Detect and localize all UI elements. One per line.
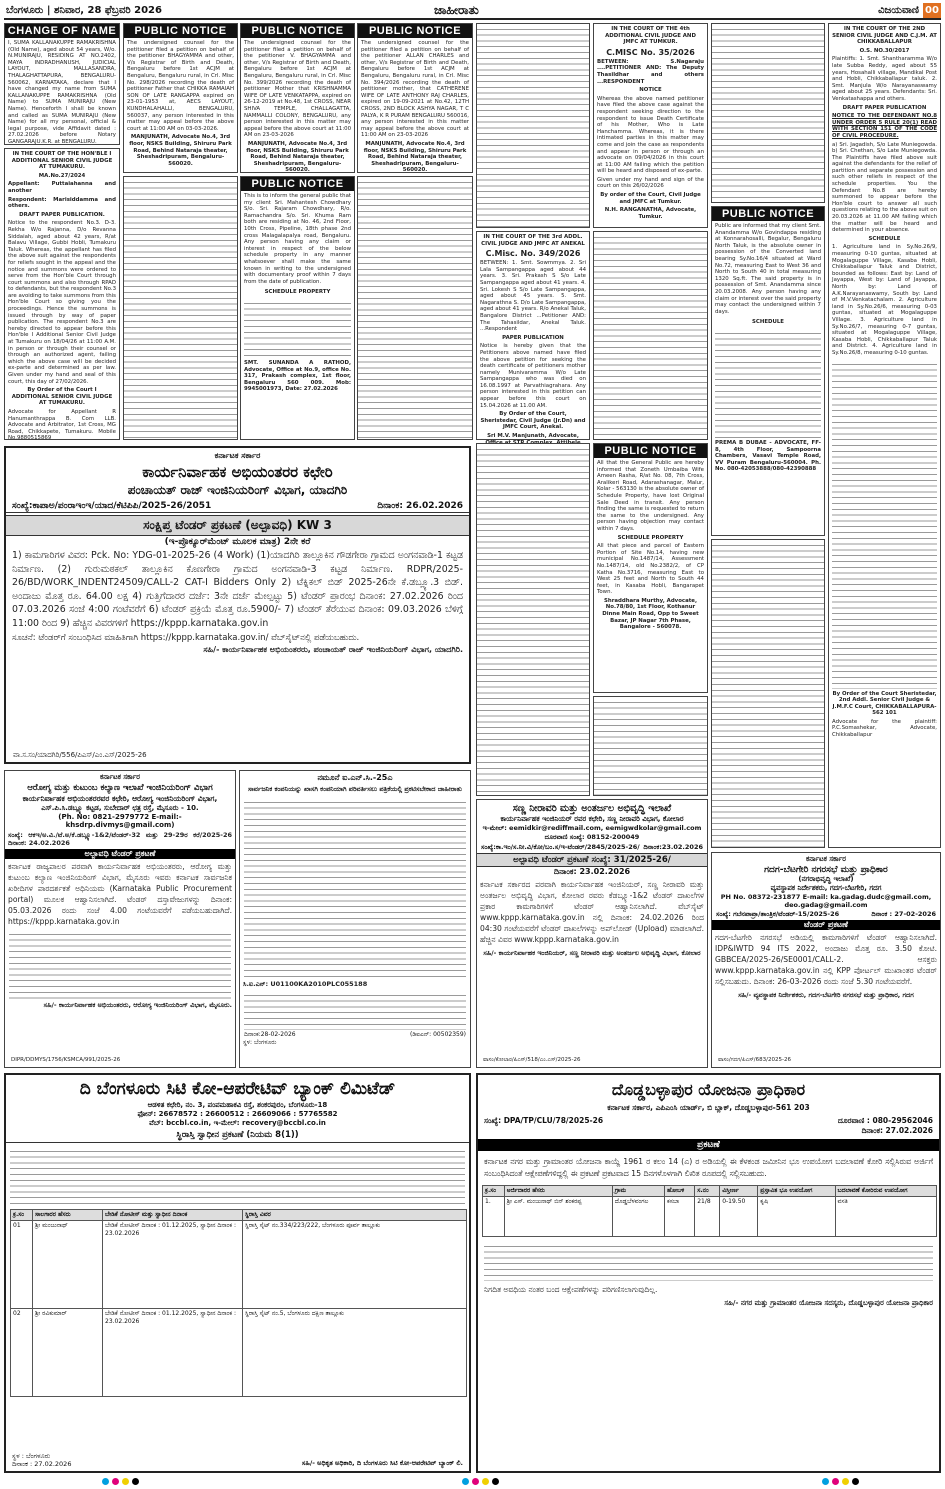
schedule-continued	[832, 359, 937, 689]
cell: ಶ್ರೀ ಮಂಜುನಾಥ್	[33, 1221, 103, 1309]
header-paper: ವಿಜಯವಾಣಿ	[878, 5, 919, 16]
magenta-dot-icon	[472, 1478, 479, 1485]
tender-health-mysuru	[4, 770, 236, 1068]
public-notice-mid	[593, 443, 708, 693]
yellow-dot-icon	[842, 1478, 849, 1485]
notice-title: PUBLIC NOTICE	[712, 207, 824, 221]
tender-heading: ಅಲ್ಪಾವಧಿ ಟೆಂಡರ್ ಪ್ರಕಟಣೆ ಸಂಖ್ಯೆ: 31/2025-26/	[477, 853, 707, 867]
tender-bar: ಅಲ್ಪಾವಧಿ ಟೆಂಡರ್ ಪ್ರಕಟಣೆ	[5, 849, 235, 859]
kannada-notice-e	[711, 23, 825, 203]
notice-intro	[10, 1146, 465, 1206]
tender-body: 1) ಕಾಮಗಾರಿಗಳ ವಿವರ: Pck. No: YDG-01-2025-26 (4 Work) (1)ಯಾದಗಿರಿ ತಾಲ್ಲೂಕಿನ ಗೌಡಗೇರಾ ಗ್ರಾಮದ ಅಂಗನವಾಡಿ-1 ಕಟ್ಟಡ ನಿರ್ಮಾಣ. (2) ಗುರುಮಠಕಲ್ ತಾಲ್ಲೂಕಿನ ಕೊಣಗೇರಾ ಗ್ರಾಮದ ಅಂಗನವಾಡಿ-3 ಕಟ್ಟಡ ನಿರ್ಮಾಣ. RDPR/2025-26/BD/WORK_INDENT24509/CALL-2 CAT-I Bidders Only 2) ಟೆಕ್ನಿಕಲ್ ಬಿಡ್ 2025-26ನೇ ಕೆ.ಡಬ್ಲ್ಯೂ.3 ಬಿಡ್. ಅಂದಾಜು ಮೊತ್ತ ರೂ. 64.00 ಲಕ್ಷ 4) ಗುತ್ತಿಗೆದಾರರ ದರ್ಜೆ: 3ನೇ ದರ್ಜೆ ಮೇಲ್ಪಟ್ಟು 5) ಟೆಂಡರ್ ಪ್ರಾರಂಭ ದಿನಾಂಕ: 27.02.2026 ರಿಂದ 07.03.2026 ಸಂಜೆ 4:00 ಗಂಟೆವರೆಗೆ 6) ಟೆಂಡರ್ ಪ್ರಕ್ರಿಯೆ ಮೊತ್ತ ರೂ.5900/- 7) ಟೆಂಡರ್ ತೆರೆಯುವ ದಿನಾಂಕ: 09.03.2026 ಬೆಳಿಗ್ಗೆ 11:00 ರಿಂದ 9) ಹೆಚ್ಚಿನ ವಿವರಗಳಿಗೆ https://kppp.karnataka.gov.in	[12, 550, 463, 629]
kannada-notice-c	[476, 23, 590, 228]
court-notice-tumkur-4th	[593, 23, 708, 228]
magenta-dot-icon	[832, 1478, 839, 1485]
table-header	[11, 1210, 467, 1221]
possession-table	[10, 1209, 467, 1397]
advocate-details: MANJUNATH, Advocate No.4, 3rd floor, NSKS Building, Shiruru Park Road, Behind Nataraja theater, Sheshadripuram, Bengaluru-560020.	[129, 134, 232, 167]
form-din: (ಡಿಐಎನ್: 00502359)	[410, 1030, 466, 1038]
notice-heading: NOTICE	[639, 87, 662, 94]
appellant: Appellant: Puttaiahanna and another	[8, 181, 116, 194]
ref-number: ಸಂಖ್ಯೆ:ಕಾ.ಇಂ/ಸ.ನೀ.ವಿ/ಕೋ/ಬಂ.ಸ/ಇ-ಟೆಂಡರ್/2845/2025-26/	[481, 843, 640, 851]
table-row	[11, 1309, 467, 1397]
bank-web: ವೆಬ್: bccbl.co.in, ಇ-ಮೇಲ್: recovery@bccbl.co.in	[149, 1119, 326, 1127]
cyan-dot-icon	[102, 1478, 109, 1485]
col-sno: ಕ್ರ.ಸಂ	[483, 1186, 505, 1197]
court-order-sign: By Order of the Court I ADDITIONAL SENIOR CIVIL JUDGE AT TUMAKURU.	[11, 387, 113, 407]
parties: BETWEEN: 1. Smt. Sowmmya. 2. Sri Lala Sampangappa aged about 44 years. 3. Sri. Prakash S S/o Late Sampangappa aged about 41 years. 4. Sri. Lokesh S S/o Late Sampangappa, aged about 45 years. 5. Smt. Nagarathna S. D/o Late Sampangappa, aged about 41 years. R/o Anekal Taluk, Bangalore District ...Petitioner AND: The Tahasildar, Anekal Taluk. ...Respondent	[480, 260, 586, 333]
header-date: ಬೆಂಗಳೂರು | ಶನಿವಾರ, 28 ಫೆಬ್ರವರಿ 2026	[6, 5, 162, 16]
dept-name: ಪಂಚಾಯತ್ ರಾಜ್ ಇಂಜಿನಿಯರಿಂಗ್ ವಿಭಾಗ, ಯಾದಗಿರಿ	[127, 483, 348, 497]
cell: 0-19.50	[720, 1197, 758, 1237]
notice-body: a) Sri. Jagadish, S/o Late Muniegowda. b) Sri. Chethan, S/o Late Muniegowda. The Plaintiffs have filed above suit against the defendants for the relief of partition and separate possession and such other reliefs in respect of the schedule properties. You the Defendant No.8 are hereby summoned to appear before the Hon'ble court to answer all such questions relating to the above suit on 20.03.2026 at 11.00 AM failing which the matter will be heard and determined in your absence.	[832, 141, 937, 234]
col-applicant: ಅರ್ಜಿದಾರರ ಹೆಸರು	[504, 1186, 612, 1197]
notice-body: Whereas the above named petitioner have filed the above case against the respondent seeking direction to the respondent to issue Death Certificate of his Mother, Who is Late Hanchamma. Whereas, it is there intimated parties in this matter may come and join the case as respondents and appear in person or through an advocate on 09/04/2026 in this court at 11:00 AM failing which the petition will be heard and disposed of ex-parte.	[597, 95, 704, 175]
case-number: MA.No.27/2024	[38, 172, 86, 179]
office-phone: ದೂರವಾಣಿ ಸಂಖ್ಯೆ: 08152-200049	[544, 833, 640, 841]
advocate-details: Sri M.V. Manjunath, Advocate,	[487, 433, 579, 440]
advocate-details: PREMA B DUBAE - ADVOCATE, FF-8, 4th Floor, Sampoorna Chambers, Vasavi Temple Road, VV Puram Bengaluru-560004. Ph. No. 080-42053888/080-42390888	[715, 439, 821, 473]
tender-signature: ಸಹಿ/- ಕಾರ್ಯನಿರ್ವಾಹಕ ಇಂಜಿನಿಯರ್, ಸಣ್ಣ ನೀರಾವರಿ ಮತ್ತು ಅಂತರ್ಜಲ ಅಭಿವೃದ್ಧಿ ವಿಭಾಗ, ಕೋಲಾರ	[483, 949, 701, 957]
advocate-details: Advocate for Appellant R Hanumanthrappa B. Com LLB. Advocate and Arbitrator, 1st Cross, MG Road, Chikkapete, Tumakuru. Mobile No.9880515869	[8, 408, 116, 442]
kannada-notice-f	[476, 443, 590, 796]
cell: ಸ್ಥಿರಾಸ್ತಿ ಸೈಟ್ ನಂ.334/223/222, ಬೆಂಗಳೂರು ಪೂರ್ವ ತಾಲ್ಲೂಕು	[243, 1221, 467, 1309]
office-address: ಎಸ್.ಪಿ.ಸಿ.ಡಬ್ಲ್ಯೂ ಕಟ್ಟಡ, ಸುಬೇದಾರ್ ಛತ್ರ ರಸ್ತೆ, ಮೈಸೂರು - 10.	[41, 804, 199, 812]
cell: ಕಸಬಾ	[665, 1197, 695, 1237]
tender-footer: ವಾಸಂ/ಗದಗ/ಪಿಎಸ್/683/2025-26	[718, 1057, 791, 1064]
kannada-notice-b	[357, 176, 473, 440]
tender-body: ಗದಗ-ಬೆಟಗೇರಿ ನಗರಸಭೆ ಅಡಿಯಲ್ಲಿ ಕಾಮಗಾರಿಗಳಿಗೆ ಟೆಂಡರ್ ಆಹ್ವಾನಿಸಲಾಗಿದೆ. IDP&IWTD 94 ITS 2022, ಅಂದಾಜು ಮೊತ್ತ ರೂ. 3.50 ಕೋಟಿ. GBBCEA/2025-26/SE0001/CALL-2. ಆಸಕ್ತರು www.kppp.karnataka.gov.in ನಲ್ಲಿ KPP ಪೋರ್ಟಲ್ ಮುಖಾಂತರ ಟೆಂಡರ್ ಸಲ್ಲಿಸಬಹುದು. ದಿನಾಂಕ: 26-03-2026 ರಂದು ಸಂಜೆ 5.30 ಗಂಟೆಯವರೆಗೆ.	[715, 933, 937, 986]
ref-row	[6, 498, 469, 513]
schedule-text	[244, 298, 351, 358]
notice-body: The undersigned counsel for the petitioner filed a petition on behalf of the petitioner V. BHAGYAMMA and other, V/s Registrar of Birth and Death, Bengaluru before 1st ACJM at Bengaluru, Bengaluru rural, in Crl. Misc No. 399/2026 recording the death of petitioner Mother that KRISHNAMMA WIFE OF LATE VENKATAPPA, expired on 26-12-2019 at No.48, 1st CROSS, NEAR SHIVA TEMPLE, CHALLAGATTA, NAMMALLI COLONY, BENGALURU, any person interested in this matter may appeal before the above court at 11:00 AM on 23-03-2026	[244, 40, 351, 139]
advocate-details: MANJUNATH, Advocate No.4, 3rd floor, NSKS Building, Shiruru Park Road, Behind Nataraja theater, Sheshadripuram, Bengaluru-560020.	[246, 140, 349, 174]
col-village: ಗ್ರಾಮ	[612, 1186, 664, 1197]
schedule-heading: SCHEDULE	[868, 235, 901, 242]
cyan-dot-icon	[822, 1478, 829, 1485]
header-section: ಜಾಹೀರಾತು	[434, 3, 479, 17]
col-hobli: ಹೋಬಳಿ	[665, 1186, 695, 1197]
parties: Plaintiffs: 1. Smt. Shantharamma W/o late Subba Reddy, aged about 55 years, Hosahalli village, Mandikal Post and Hobli, Chikkaballapur taluk. 2. Smt. Manjula W/o Narayanaswamy aged about 25 years. Defendants: Sri. Venkatashappa and others.	[832, 56, 937, 102]
cell: ಶ್ರೀ ರವಿಕುಮಾರ್	[33, 1309, 103, 1397]
tender-note: ಸೂಚನೆ: ಟೆಂಡರ್‌ಗೆ ಸಂಬಂಧಿಸಿದ ಮಾಹಿತಿಗಾಗಿ https://kppp.karnataka.gov.in/ ವೆಬ್‌ಸೈಟ್‌ನಲ್ಲಿ ಪಡೆಯಬಹುದು.	[12, 633, 360, 643]
cell: 01	[11, 1221, 33, 1309]
cell: ಬೇಡಿಕೆ ನೋಟೀಸ್ ದಿನಾಂಕ : 01.12.2025, ಸ್ವಾಧೀನ ದಿನಾಂಕ : 23.02.2026	[103, 1221, 243, 1309]
cin-number: ಸಿ.ಐ.ಎನ್: U01100KA2010PLC055188	[243, 980, 368, 988]
court-title: IN THE COURT OF THE 4th ADDITIONAL CIVIL JUDGE AND JMFC AT TUMKUR.	[605, 26, 696, 46]
magenta-dot-icon	[112, 1478, 119, 1485]
public-notice-right	[711, 206, 825, 536]
court-title: IN THE COURT OF THE 2ND SENIOR CIVIL JUDGE AND C.J.M. AT CHIKKABALLAPUR	[832, 26, 937, 46]
bank-address: ಆಡಳಿತ ಕಛೇರಿ, ನಂ. 3, ಪಂಪಮಹಾಕವಿ ರಸ್ತೆ, ಶಂಕರಪುರಂ, ಬೆಂಗಳೂರು-18	[147, 1101, 328, 1109]
public-notice-2	[240, 23, 355, 173]
col-borrower: ಸಾಲಗಾರರ ಹೆಸರು	[33, 1210, 103, 1221]
tender-bar: ಟೆಂಡರ್ ಪ್ರಕಟಣೆ	[712, 920, 940, 930]
authority-address: ಕರ್ನಾಟಕ ಸರ್ಕಾರ, ಎಪಿಎಂಸಿ ಯಾರ್ಡ್, ಬಿ ಬ್ಲಾಕ್, ದೊಡ್ಡಬಳ್ಳಾಪುರ-561 203	[607, 1103, 810, 1112]
form-place: ಸ್ಥಳ: ಬೆಂಗಳೂರು	[243, 1038, 277, 1046]
short-tender-heading: ಸಂಕ್ಷಿಪ್ತ ಟೆಂಡರ್ ಪ್ರಕಟಣೆ (ಅಲ್ಪಾವಧಿ) KW 3	[6, 515, 469, 536]
bank-footer	[12, 1452, 71, 1468]
dpa-clu-notice	[476, 1073, 941, 1473]
tender-signature: ಸಹಿ/- ವ್ಯವಸ್ಥಾಪಕ ನಿರ್ದೇಶಕರು, ಗದಗ-ಬೆಟಗೇರಿ ನಗರಸಭೆ ಮತ್ತು ಪ್ರಾಧಿಕಾರ, ಗದಗ	[738, 991, 914, 999]
cell: ವಸತಿ	[835, 1197, 936, 1237]
col-property: ಸ್ಥಿರಾಸ್ತಿ ವಿವರ	[243, 1210, 467, 1221]
col-dates: ಬೇಡಿಕೆ ನೋಟೀಸ್ ಮತ್ತು ಸ್ವಾಧೀನ ದಿನಾಂಕ	[103, 1210, 243, 1221]
page-header	[4, 3, 941, 20]
col-area: ವಿಸ್ತೀರ್ಣ	[720, 1186, 758, 1197]
form-date: ದಿನಾಂಕ:28-02-2026	[244, 1030, 296, 1038]
advocate-details: Advocate for the plaintiff: P.C.Somashekar, Advocate, Chikkaballapur	[832, 718, 937, 739]
form-title: ನಮೂನೆ ಐ.ಎನ್.ಸಿ.-25ಎ	[317, 773, 393, 782]
court-title: IN THE COURT OF THE HON'BLE I ADDITIONAL SENIOR CIVIL JUDGE AT TUMAKURU.	[11, 151, 113, 171]
tender-kw3-yadgir	[4, 446, 471, 764]
draft-paper-publication: DRAFT PAPER PUBLICATION	[842, 104, 927, 111]
notice-bar: ಪ್ರಕಟಣೆ	[478, 1139, 939, 1151]
govt-name: ಕರ್ನಾಟಕ ಸರ್ಕಾರ	[100, 773, 140, 781]
office-subname: ಕಾರ್ಯನಿರ್ವಾಹಕ ಅಭಿಯಂತರರವರ ಕಛೇರಿ, ಆರೋಗ್ಯ ಇಂಜಿನಿಯರಿಂಗ್ ವಿಭಾಗ,	[22, 794, 218, 803]
notice-body: This is to inform the general public that my client Sri. Mahantesh Chowdhary S/o. Sri. Rajaram Chowdhary, R/o. Ramachandra S/o. Sri. Khuma Ram both are residing at No. 46, 2nd Floor, 10th Cross, Pipeline, 18th phase 2nd cross Malagalapalya road, Bengaluru. Any person having any claim or interest in respect of the below schedule property in any manner whatsoever shall make the same known in writing to the undersigned with documentary proof within 7 days from the date of publication.	[244, 193, 351, 285]
tender-signature: ಸಹಿ/- ಕಾರ್ಯನಿರ್ವಾಹಕ ಅಭಿಯಂತರರು, ಪಂಚಾಯತ್ ರಾಜ್ ಇಂಜಿನಿಯರಿಂಗ್ ವಿಭಾಗ, ಯಾದಗಿರಿ.	[203, 645, 463, 654]
registration-marks-right	[780, 1477, 900, 1486]
land-table	[482, 1185, 937, 1237]
page-number: 00	[923, 3, 941, 18]
form-body-continued	[244, 990, 466, 1030]
col-survey: ಸ.ನಂ	[695, 1186, 720, 1197]
ref-number: ಸಂಖ್ಯೆ: ಗಬೆನಪಾಪ್ರಾ/ತಾಂತ್ರಿಕ/ಟೆಂಡರ್-15/2025-26	[716, 910, 840, 918]
notice-signature: ಸಹಿ/- ನಗರ ಮತ್ತು ಗ್ರಾಮಾಂತರ ಯೋಜನಾ ಸದಸ್ಯರು, ದೊಡ್ಡಬಳ್ಳಾಪುರ ಯೋಜನಾ ಪ್ರಾಧಿಕಾರ	[724, 1299, 933, 1307]
office-subtitle: (ನಗರಾಭಿವೃದ್ಧಿ ಇಲಾಖೆ)	[798, 875, 854, 883]
form-body	[244, 797, 466, 977]
case-number: C.Misc. No. 349/2026	[485, 249, 581, 259]
cell: 21/8	[695, 1197, 720, 1237]
notice-date: ದಿನಾಂಕ: 27.02.2026	[861, 1126, 933, 1135]
parties: BETWEEN: S.Nagaraju ....PETITIONER AND: The Deputy Thasildhar and others ...RESPONDENT	[597, 58, 704, 85]
advocate-details: SMT. SUNANDA A RATHOD, Advocate, Office at No.9, office No. 317, Prakash complex, 1st floor, Bengaluru 560 009. Mob: 9945001973, Date: 27.02.2026	[244, 359, 351, 393]
notice-body: The undersigned counsel for the petitioner filed a petition on behalf of the petitioner BHAGYAMMA and other, V/s Registrar of Birth and Death, Bengaluru before 1st ACJM at Bengaluru, Bengaluru rural, in Crl. Misc No. 298/2026 recording the death of petitioner Father that CHIKKA RAMAIAH SON OF LATE RANGAPPA expired on 23-01-1953 at, AECS LAYOUT, KUNDHALAHALLI, BENGALURU, 560037, any person interested in this matter may appeal before the above court at 11:00 AM on 03-03-2026.	[127, 40, 234, 132]
cell: ಶ್ರೀ ಎಸ್. ಮಂಜುನಾಥ್ ಬಿನ್ ಶಂಕರಪ್ಪ	[504, 1197, 612, 1237]
advocate-details: Shraddhara Murthy, Advocate, No.78/80, 1st Floor, Kothanur Dinne Main Road, Opp to Sweet Bazar, JP Nagar 7th Phase, Bangalore - 560078.	[602, 597, 699, 631]
form-subtitle: ಸಾರ್ವಜನಿಕ ಕಂಪನಿಯನ್ನು ಖಾಸಗಿ ಕಂಪನಿಯಾಗಿ ಪರಿವರ್ತಿಸಲು ಪತ್ರಿಕೆಯಲ್ಲಿ ಪ್ರಕಟಿಸಬೇಕಾದ ಜಾಹೀರಾತು	[248, 785, 462, 793]
court-notice-tumakuru	[4, 148, 120, 440]
notice-subtitle: ಸ್ಥಿರಾಸ್ತಿ ಸ್ವಾಧೀನ ಪ್ರಕಟಣೆ (ನಿಯಮ 8(1))	[6, 1130, 469, 1143]
tender-gadag	[711, 852, 941, 1068]
black-dot-icon	[852, 1478, 859, 1485]
cell: ಬೇಡಿಕೆ ನೋಟೀಸ್ ದಿನಾಂಕ : 01.12.2025, ಸ್ವಾಧೀನ ದಿನಾಂಕ : 23.02.2026	[103, 1309, 243, 1397]
cell: ಕೃಷಿ	[758, 1197, 835, 1237]
public-notice-1	[123, 23, 238, 173]
office-name: ಕಾರ್ಯನಿರ್ವಾಹಕ ಇಂಜಿನಿಯರ್ ರವರ ಕಛೇರಿ, ಸಣ್ಣ ನೀರಾವರಿ ವಿಭಾಗ, ಕೋಲಾರ	[500, 815, 684, 823]
schedule-text: 1. Agriculture land in Sy.No.26/9, measuring 0-10 guntas, situated at Mogalaguppe Village, Kasaba Hobli, Chikkaballapur Taluk and District, bounded as follows: East by: Land of Jayappa, West by: Land of Jayappa, North by: Land of A.K.Narayanaswamy, South by: Land of M.V.Venkatachalam. 2. Agriculture land in Sy.No.26/6, measuring 0-03 guntas, situated at Mogalaguppe Village. 3. Agriculture land in Sy.No.26/7, measuring 0-7 guntas, situated at Mogalaguppe Village, Kasaba Hobli, Chikkaballapur Taluk and District. 4. Agriculture land in Sy.No.26/8, measuring 0-10 guntas.	[832, 244, 937, 356]
black-dot-icon	[492, 1478, 499, 1485]
office-name: ಆರೋಗ್ಯ ಮತ್ತು ಕುಟುಂಬ ಕಲ್ಯಾಣ ಇಲಾಖೆ ಇಂಜಿನಿಯರಿಂಗ್ ವಿಭಾಗ	[27, 783, 213, 793]
govt-name: ಕರ್ನಾಟಕ ಸರ್ಕಾರ	[214, 451, 261, 460]
schedule-text	[715, 328, 821, 438]
notice-heading: NOTICE TO THE DEFENDANT NO.8 UNDER ORDER 5 RULE 20(1) READ WITH SECTION 151 OF THE CODE OF CIVIL PROCEDURE.	[832, 113, 937, 139]
notice-body: ಕರ್ನಾಟಕ ನಗರ ಮತ್ತು ಗ್ರಾಮಾಂತರ ಯೋಜನಾ ಕಾಯ್ದೆ 1961 ರ ಕಲಂ 14 (ಎ) ರ ಅಡಿಯಲ್ಲಿ ಈ ಕೆಳಕಂಡ ಜಮೀನಿನ ಭೂ ಉಪಯೋಗ ಬದಲಾವಣೆ ಕೋರಿ ಸಲ್ಲಿಸಿರುವ ಅರ್ಜಿಗೆ ಸಂಬಂಧಿಸಿದಂತೆ ಆಕ್ಷೇಪಣೆಗಳಿದ್ದಲ್ಲಿ ಈ ಪ್ರಕಟಣೆ ಪ್ರಕಟವಾದ 15 ದಿನಗಳೊಳಗಾಗಿ ಲಿಖಿತ ರೂಪದಲ್ಲಿ ಸಲ್ಲಿಸಬಹುದು.	[484, 1157, 934, 1178]
ref-number: ಸಂಖ್ಯೆ: ಆಕಇ/ಅ.ವಿ./ಟೆ.ಅ/ಕೆ.ಡಬ್ಲ್ಯೂ-1&2/ಟೆಂಡರ್-32 ಮತ್ತು 29-29ರ ಕರೆ/2025-26 ದಿನಾಂಕ: 24.02.2026	[8, 831, 232, 847]
dept-title: ಸಣ್ಣ ನೀರಾವರಿ ಮತ್ತು ಅಂತರ್ಜಲ ಅಭಿವೃದ್ಧಿ ಇಲಾಖೆ	[512, 803, 672, 814]
office-name: ಕಾರ್ಯನಿರ್ವಾಹಕ ಅಭಿಯಂತರರ ಕಛೇರಿ	[142, 463, 333, 481]
case-number: O.S. NO.30/2017	[859, 47, 910, 54]
notice-title: PUBLIC NOTICE	[124, 24, 237, 38]
registration-marks-mid	[420, 1477, 540, 1486]
public-notice-3	[357, 23, 473, 173]
bank-possession-notice	[4, 1073, 471, 1473]
tender-body: ಕರ್ನಾಟಕ ರಾಜ್ಯಪಾಲರ ಪರವಾಗಿ ಕಾರ್ಯನಿರ್ವಾಹಕ ಅಭಿಯಂತರರು, ಆರೋಗ್ಯ ಮತ್ತು ಕುಟುಂಬ ಕಲ್ಯಾಣ ಇಂಜಿನಿಯರಿಂಗ್ ವಿಭಾಗ, ಮೈಸೂರು ಇವರು ಕರ್ನಾಟಕ ಸಾರ್ವಜನಿಕ ಖರೀದಿಗಳ ಪಾರದರ್ಶಕತೆ ಅಧಿನಿಯಮ (Karnataka Public Procurement portal) ಮೂಲಕ ಆಹ್ವಾನಿಸಲಾಗಿದೆ. ಟೆಂಡರ್ ದಸ್ತಾವೇಜುಗಳನ್ನು ದಿನಾಂಕ: 05.03.2026 ರಂದು ಸಂಜೆ 4.00 ಗಂಟೆಯವರೆಗೆ ಪಡೆಯಬಹುದಾಗಿದೆ. https://kppp.karnataka.gov.in	[8, 862, 232, 926]
ref-number: ಸಂಖ್ಯೆ:ಕಾಪಾಅ/ಪಂರಾಇಂಇ/ಯಾದ/ಕೆಟಿಪಿಪಿ/2025-26/2051	[12, 501, 212, 511]
bank-name: ದಿ ಬೆಂಗಳೂರು ಸಿಟಿ ಕೋ-ಆಪರೇಟಿವ್ ಬ್ಯಾಂಕ್ ಲಿಮಿಟೆಡ್	[79, 1079, 396, 1099]
ref-date: ದಿನಾಂಕ: 26.02.2026	[377, 501, 463, 511]
registration-marks-left	[60, 1477, 180, 1486]
schedule-heading: SCHEDULE PROPERTY	[617, 534, 684, 541]
notice-body: Notice to the respondent No.3. D-3. Rekha W/o Rajanna, D/o Revanna Siddaiah, aged about 42 years, R/at Balavu Village, Gubbi Hobli, Tumakuru Taluk. Whereas, the appellant has filed the above suit against the respondents for reliefs sought in the appeal and the notice and summons were ordered to serve from the Hon'ble Court through court summons and also through RPAD to defendants, but the respondent No.3 are avoiding to take summons from this Hon'ble Court so giving you the proceedings. Hence the summons is issued through by way of paper publication. The respondent No.3 are hereby directed to appear before this Hon'ble I Additional Senior Civil Judge at Tumakuru on 18/04/26 at 11:00 A.M. in person or through their counsel or through an authorized agent, failing which the above case will be decided ex-parte and determined as per law. Given under my hand and seal of this court, this day of 27/02/2026.	[8, 220, 116, 385]
ref-row	[478, 1113, 939, 1126]
col-proposed-use: ಬದಲಾವಣೆ ಕೋರಿರುವ ಉಪಯೋಗ	[835, 1186, 936, 1197]
court-notice-anekal	[476, 231, 590, 440]
office-title: ಗದಗ-ಬೆಟಗೇರಿ ನಗರಸಭೆ ಮತ್ತು ಪ್ರಾಧಿಕಾರ	[764, 865, 888, 875]
notice-date: ದಿನಾಂಕ : 27.02.2026	[12, 1460, 72, 1468]
public-notice-sm	[240, 176, 355, 440]
phone: ದೂರವಾಣಿ : 080-29562046	[837, 1116, 933, 1125]
notice-place: ಸ್ಥಳ : ಬೆಂಗಳೂರು	[12, 1452, 51, 1460]
given-date: Given under my hand and sign of the court on this 26/02/2026	[597, 176, 704, 190]
tender-body: ಕರ್ನಾಟಕ ಸರ್ಕಾರದ ಪರವಾಗಿ ಕಾರ್ಯನಿರ್ವಾಹಕ ಇಂಜಿನಿಯರ್, ಸಣ್ಣ ನೀರಾವರಿ ಮತ್ತು ಅಂತರ್ಜಲ ಅಭಿವೃದ್ಧಿ ವಿಭಾಗ, ಕೋಲಾರ ರವರು ಕೆಡಬ್ಲ್ಯೂ-1&2 ಟೆಂಡರ್ ದಾಖಲೆಗಳ ಪ್ರಕಾರ ಕಾಮಗಾರಿಗಳಿಗೆ ಟೆಂಡರ್ ಆಹ್ವಾನಿಸಲಾಗಿದೆ. ವೆಬ್‌ಸೈಟ್ www.kppp.karnataka.gov.in ನಲ್ಲಿ ದಿನಾಂಕ: 24.02.2026 ರಿಂದ 04:30 ಗಂಟೆಯವರೆಗೆ ಟೆಂಡರ್ ದಾಖಲೆಗಳನ್ನು ಅಪ್‌ಲೋಡ್ (Upload) ಮಾಡಲಾಗಿದೆ. ಹೆಚ್ಚಿನ ವಿವರ www.kppp.karnataka.gov.in	[480, 880, 704, 944]
kannada-notice-g	[593, 696, 708, 796]
cell: ದೊಡ್ಡಬೆಳವಂಗಲ	[612, 1197, 664, 1237]
court-order-sign: By Order of the Court Sheristedar, 2nd Addl. Senior Civil Judge & J.M.F.C Court, CHIKKABALLAPURA-562 101	[832, 690, 937, 717]
notice-title: PUBLIC NOTICE	[241, 24, 354, 38]
table-header	[483, 1186, 937, 1197]
schedule-heading: SCHEDULE PROPERTY	[264, 289, 331, 296]
notice-body: Notice is hereby given that the Petitioners above named have filed the above petition for seeking the death certificate of petitioners mother namely Munivaramma W/o Late Sampangappa who was died on 16.08.1997 at Parvathiagrahara. Any person interested in this petition can appear before this court on 15.04.2026 at 11.00 AM.	[480, 343, 586, 409]
court-title: IN THE COURT OF THE 3rd ADDL. CIVIL JUDGE AND JMFC AT ANEKAL	[481, 234, 585, 247]
advocate-details: MANJUNATH, Advocate No.4, 3rd floor, NSKS Building, Shiruru Park Road, Behind Nataraja theater, Sheshadripuram, Bengaluru-560020.	[363, 140, 467, 174]
notice-body: Public are informed that my client Smt. Anandamma W/o Govindappa residing at Konnarahosalli, Begalur, Bengaluru North Taluk, is the absolute owner in possession of the Converted land bearing Sy.No.16/4 situated at Ward No.72, measuring East to West 36 and North to South 40 in total measuring 1320 Sq.ft. The said property is in possession of Smt. Anandamma since 20.03.2008. Any person having any claim or interest over the said property may contact the undersigned within 7 days.	[715, 223, 821, 315]
cell: 02	[11, 1309, 33, 1397]
notice-signature: ಸಹಿ/- ಅಧಿಕೃತ ಅಧಿಕಾರಿ, ದಿ ಬೆಂಗಳೂರು ಸಿಟಿ ಕೋ-ಆಪರೇಟಿವ್ ಬ್ಯಾಂಕ್ ಲಿ.	[301, 1459, 463, 1467]
office-name: ವ್ಯವಸ್ಥಾಪಕ ನಿರ್ದೇಶಕರು, ಗದಗ-ಬೆಟಗೇರಿ, ಗದಗ	[770, 884, 882, 892]
court-order-sign: By order of the Court, Civil Judge and JMFC at Tumkur.	[600, 192, 701, 205]
table-row	[483, 1197, 937, 1237]
tender-body-continued	[9, 929, 231, 999]
notice-body: I, SUMA KALLANAKUPPE RAMAKRISHNA (Old Name), aged about 54 years, W/o. N.MUNIRAJU, RESIDING AT NO.2402, MAYA INDRADHANUSH, JUDICIAL LAYOUT, MALLASANDRA, THALAGHATTAPURA, BENGALURU-560062, KARNATAKA, declare that I have changed my name from SUMA KALLANAKUPPE RAMAKRISHNA (Old Name) to SUMA MUNIRAJU (New Name). Henceforth I shall be known and called as SUMA MUNIRAJU (New Name) for all my personal, official & legal purpose, vide Affidavit dated : 27.02.2026 before Notary GANGARAJU.K.R. at BENGALURU.	[8, 40, 116, 145]
kannada-notice-a	[123, 176, 238, 440]
col-current-use: ಪ್ರಸ್ತಾವಿತ ಭೂ ಉಪಯೋಗ	[758, 1186, 835, 1197]
yellow-dot-icon	[122, 1478, 129, 1485]
tender-date: ದಿನಾಂಕ: 23.02.2026	[553, 867, 631, 876]
court-order-sign: By Order of the Court, Sheristedar, Civil Judge (Jr.Dn) and JMFC Court, Anekal.	[480, 411, 586, 431]
kannada-notice-h	[711, 539, 825, 848]
table-row	[11, 1221, 467, 1309]
schedule-heading: SCHEDULE	[751, 319, 784, 326]
kannada-notice-d	[593, 231, 708, 440]
cell: 1.	[483, 1197, 505, 1237]
cyan-dot-icon	[462, 1478, 469, 1485]
draft-paper-publication: DRAFT PAPER PUBLICATION.	[19, 211, 105, 218]
notice-title: PUBLIC NOTICE	[241, 177, 354, 191]
respondent: Respondent: Marisiddamma and others.	[8, 196, 116, 210]
tender-footer: ವಾಸಂ/ಕೋಲಾರ/ಪಿಎಸ್/518/ಎಂ.ಎಸ್/2025-26	[483, 1057, 581, 1064]
tender-footer: ವಾ.ಸ.ಸಂ/ಯಾದಗಿರಿ/556/ಪಿಎಸ್/ಎಂ.ಎಸ್/2025-26	[13, 751, 147, 760]
tender-irrigation-kolar	[476, 799, 708, 1068]
notice-body: All that the General Public are hereby informed that Zoneth Umbaiba Wife Ameen Rasha, R/at No. 08, 7th Cross, Aralikeri Road, Adarashanagar, Malur, Kolar - 563130 is the absolute owner of Schedule Property, have lost Original Sale Deed in transit. Any person finding the same is requested to return the same to the undersigned. Any person having objection may contact within 7 days.	[597, 460, 704, 532]
tender-footer: DIPR/DDMYS/1756/KSMCA/991/2025-26	[11, 1057, 121, 1064]
change-of-name-notice	[4, 23, 120, 145]
notice-title: PUBLIC NOTICE	[594, 444, 707, 458]
black-dot-icon	[132, 1478, 139, 1485]
bank-phone: ಫೋನ್: 26678572 : 26600512 : 26609066 : 57765582	[137, 1110, 338, 1118]
notice-body: The undersigned counsel for the petitioner filed a petition on behalf of the petitioner ALLAN CHARLES and other, V/s Registrar of Birth and Death, Bengaluru before 1st ACJM at Bengaluru, Bengaluru rural, in Crl. Misc No. 394/2026 recording the death of petitioner mother, that CATHERENE WIFE OF LATE ANTHONY RAJ CHARLES, expired on 19-09-2021 at No.42, 12TH CROSS, 2ND BLOCK ASHYA NAGAR, T C PALYA, K R PURAM BENGALURU 560016, any person interested in this matter may appeal before the above court at 11:00 AM on 23-03-2026	[361, 40, 469, 139]
form-inc-25a-notice	[239, 770, 471, 1068]
ref-number: ಸಂಖ್ಯೆ: DPA/TP/CLU/78/2025-26	[484, 1116, 604, 1125]
advocate-details: N.H. RANGANATHA, Advocate, Tumkur.	[604, 207, 697, 220]
ref-date: ದಿನಾಂಕ:23.02.2026	[643, 843, 703, 851]
notice-body-continued	[484, 1241, 933, 1281]
cell: ಸ್ಥಿರಾಸ್ತಿ ಸೈಟ್ ನಂ.5, ಬೆಂಗಳೂರು ದಕ್ಷಿಣ ತಾಲ್ಲೂಕು	[243, 1309, 467, 1397]
office-email: ಇ-ಮೇಲ್: eemidkir@rediffmail.com, eemigwdkolar@gmail.com	[482, 824, 702, 832]
tender-signature: ಸಹಿ/- ಕಾರ್ಯನಿರ್ವಾಹಕ ಅಭಿಯಂತರರು, ಆರೋಗ್ಯ ಇಂಜಿನಿಯರಿಂಗ್ ವಿಭಾಗ, ಮೈಸೂರು.	[43, 1001, 232, 1009]
govt-name: ಕರ್ನಾಟಕ ಸರ್ಕಾರ	[806, 855, 846, 863]
office-phone: PH No. 08372-231877 E-mail: ka.gadag.dudc@gmail.com, deo.gadag@gmail.com	[720, 893, 932, 909]
notice-note: ನಿಗದಿತ ಅವಧಿಯ ನಂತರ ಬಂದ ಆಕ್ಷೇಪಣೆಗಳನ್ನು ಪರಿಗಣಿಸಲಾಗುವುದಿಲ್ಲ.	[484, 1285, 658, 1294]
court-notice-chikkaballapur	[828, 23, 941, 848]
col-sno: ಕ್ರ.ಸಂ	[11, 1210, 33, 1221]
ref-row	[712, 909, 940, 920]
office-phone: (Ph. No: 0821-2979772 E-mail:-khsdrp.divmys@gmail.com)	[58, 813, 182, 829]
notice-title: CHANGE OF NAME	[5, 24, 119, 38]
ref-date: ದಿನಾಂಕ : 27-02-2026	[871, 910, 936, 918]
case-number: C.MISC No. 35/2026	[606, 47, 695, 57]
paper-publication: PAPER PUBLICATION	[502, 334, 564, 341]
ref-row	[477, 842, 707, 853]
notice-title: PUBLIC NOTICE	[358, 24, 472, 38]
tender-subheading: (ಇ-ಪ್ರೊಕ್ಯೂರ್‌ಮೆಂಟ್ ಮೂಲಕ ಮಾತ್ರ) 2ನೇ ಕರೆ	[164, 537, 311, 547]
yellow-dot-icon	[482, 1478, 489, 1485]
authority-name: ದೊಡ್ಡಬಳ್ಳಾಪುರ ಯೋಜನಾ ಪ್ರಾಧಿಕಾರ	[611, 1080, 806, 1099]
schedule-text: All that piece and parcel of Eastern Portion of Site No.14, having new municipal No.1487/14, Assessment No.1487/14, old No.2382/2, of CP Katha No.3716, measuring East to West 25 feet and North to South 44 feet, in Kasaba Hobli, Bangarapet Town.	[597, 543, 704, 596]
